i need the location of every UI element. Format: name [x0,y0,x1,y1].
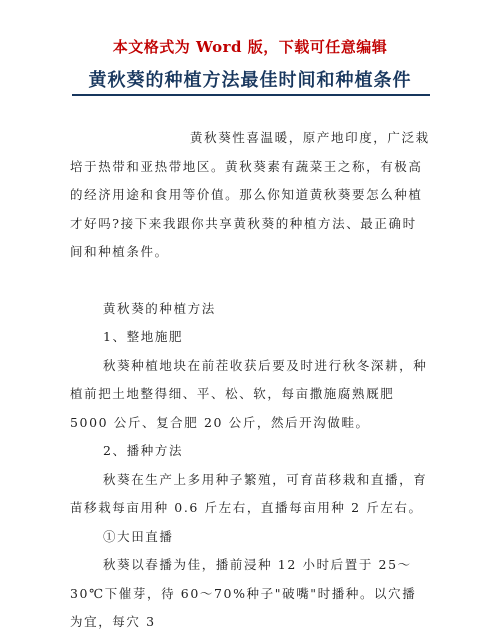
sub1-paragraph: 秋葵以春播为佳，播前浸种 12 小时后置于 25～30℃下催芽，待 60～70%种子"破嘴"时播种。以穴播为宜，每穴 3 [70,557,417,629]
item2-heading: 2、播种方法 [103,443,184,458]
format-notice: 本文格式为 Word 版，下载可任意编辑 [112,38,388,56]
spacer [70,267,430,295]
document-body [70,124,430,637]
section-heading: 黄秋葵的种植方法 [103,300,216,316]
intro-paragraph: 黄秋葵性喜温暖，原产地印度，广泛栽培于热带和亚热带地区。黄秋葵素有蔬菜王之称，有极高的经济用途和食用等价值。那么你知道黄秋葵要怎么种植才好吗?接下来我跟你共享黄秋葵的种植方法、最正确时间和种植条件。 [70,130,430,259]
title-underline [72,94,430,96]
item2-paragraph: 秋葵在生产上多用种子繁殖，可育苗移栽和直播，育苗移栽每亩用种 0.6 斤左右，直播每亩用种 2 斤左右。 [70,471,428,515]
item1-paragraph: 秋葵种植地块在前茬收获后要及时进行秋冬深耕，种植前把土地整得细、平、松、软，每亩撒施腐熟厩肥 5000 公斤、复合肥 20 公斤，然后开沟做畦。 [70,357,428,430]
sub1-heading: ①大田直播 [103,528,174,544]
item1-heading: 1、整地施肥 [103,329,184,344]
document-title: 黄秋葵的种植方法最佳时间和种植条件 [88,70,412,91]
